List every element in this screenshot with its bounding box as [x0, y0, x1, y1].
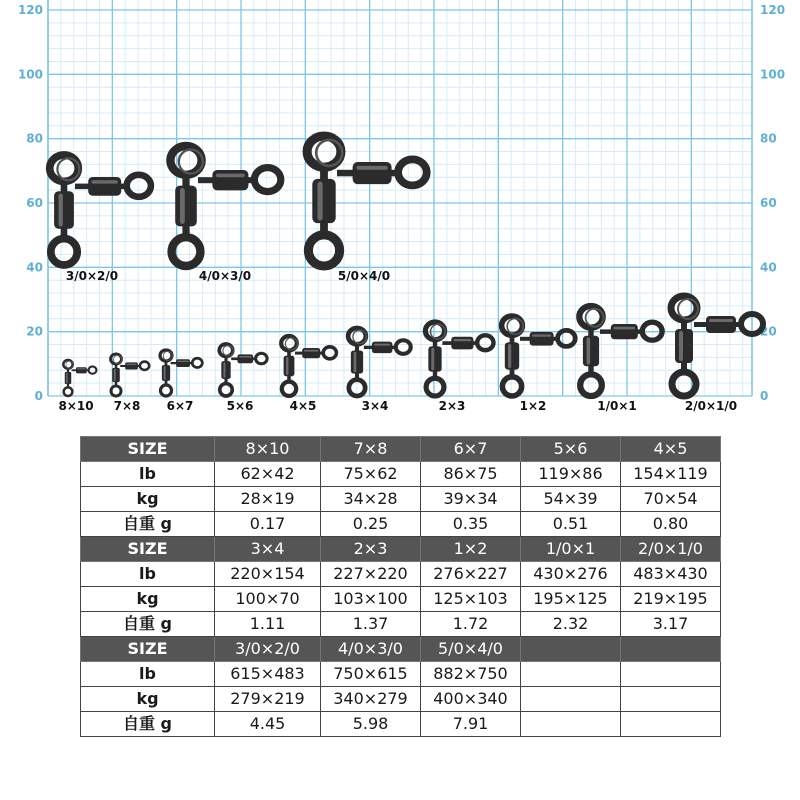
swivel-size-label: 8×10 — [58, 399, 94, 413]
table-cell: 0.25 — [321, 512, 421, 537]
swivel-size-label: 5/0×4/0 — [337, 269, 391, 283]
table-cell: 615×483 — [215, 662, 321, 687]
table-cell: 400×340 — [421, 687, 521, 712]
scale-tick-label: 0 — [760, 389, 769, 403]
kg-row-label: kg — [81, 487, 215, 512]
swivel-size-label: 1×2 — [519, 399, 547, 413]
table-cell: 5×6 — [521, 437, 621, 462]
table-cell: 34×28 — [321, 487, 421, 512]
table-cell: 276×227 — [421, 562, 521, 587]
table-cell: 62×42 — [215, 462, 321, 487]
lb-row — [81, 462, 721, 487]
weight-row-label: 自重 g — [81, 612, 215, 637]
table-cell — [621, 712, 721, 737]
size-row — [81, 637, 721, 662]
table-cell: 5/0×4/0 — [421, 637, 521, 662]
table-cell: 340×279 — [321, 687, 421, 712]
table-cell: 100×70 — [215, 587, 321, 612]
table-cell: 219×195 — [621, 587, 721, 612]
table-cell: 220×154 — [215, 562, 321, 587]
size-row-label: SIZE — [81, 437, 215, 462]
scale-tick-label: 20 — [26, 324, 43, 339]
lb-row-label: lb — [81, 662, 215, 687]
table-cell: 75×62 — [321, 462, 421, 487]
table-cell: 1.11 — [215, 612, 321, 637]
table-cell: 0.51 — [521, 512, 621, 537]
table-cell — [621, 687, 721, 712]
swivel-size-label: 2/0×1/0 — [684, 399, 738, 413]
table-cell: 1.72 — [421, 612, 521, 637]
scale-tick-label: 40 — [760, 260, 777, 275]
kg-row — [81, 687, 721, 712]
table-cell: 119×86 — [521, 462, 621, 487]
size-row — [81, 537, 721, 562]
table-cell: 4×5 — [621, 437, 721, 462]
table-cell: 70×54 — [621, 487, 721, 512]
scale-tick-label: 100 — [17, 67, 43, 82]
scale-tick-label: 60 — [760, 196, 777, 210]
table-cell: 2/0×1/0 — [621, 537, 721, 562]
table-cell — [521, 662, 621, 687]
table-cell: 54×39 — [521, 487, 621, 512]
swivel-size-label: 7×8 — [113, 399, 141, 413]
table-cell: 2×3 — [321, 537, 421, 562]
scale-tick-label: 60 — [26, 196, 43, 210]
swivel-1 — [63, 360, 96, 396]
table-cell: 1×2 — [421, 537, 521, 562]
table-cell — [621, 662, 721, 687]
table-cell: 3.17 — [621, 612, 721, 637]
swivel-size-label: 1/0×1 — [597, 399, 637, 413]
table-cell: 750×615 — [321, 662, 421, 687]
lb-row — [81, 662, 721, 687]
kg-row-label: kg — [81, 687, 215, 712]
table-cell: 430×276 — [521, 562, 621, 587]
scale-tick-label: 120 — [17, 3, 43, 17]
table-cell: 2.32 — [521, 612, 621, 637]
table-cell: 28×19 — [215, 487, 321, 512]
table-cell: 154×119 — [621, 462, 721, 487]
table-cell: 1.37 — [321, 612, 421, 637]
table-cell: 4.45 — [215, 712, 321, 737]
swivel-size-label: 3/0×2/0 — [65, 269, 119, 283]
swivel-2 — [111, 354, 150, 396]
table-cell: 5.98 — [321, 712, 421, 737]
table-cell: 8×10 — [215, 437, 321, 462]
table-cell: 103×100 — [321, 587, 421, 612]
lb-row-label: lb — [81, 562, 215, 587]
table-cell: 279×219 — [215, 687, 321, 712]
swivel-size-label: 4/0×3/0 — [198, 269, 252, 283]
table-cell: 0.17 — [215, 512, 321, 537]
table-cell: 125×103 — [421, 587, 521, 612]
weight-row-label: 自重 g — [81, 712, 215, 737]
table-cell — [521, 687, 621, 712]
table-cell: 195×125 — [521, 587, 621, 612]
kg-row — [81, 587, 721, 612]
table-cell: 1/0×1 — [521, 537, 621, 562]
table-cell: 7.91 — [421, 712, 521, 737]
table-cell: 3×4 — [215, 537, 321, 562]
scale-tick-label: 0 — [34, 389, 43, 403]
table-cell: 882×750 — [421, 662, 521, 687]
lb-row — [81, 562, 721, 587]
table-cell: 227×220 — [321, 562, 421, 587]
weight-row-label: 自重 g — [81, 512, 215, 537]
size-row — [81, 437, 721, 462]
swivel-size-label: 6×7 — [166, 399, 194, 413]
table-cell: 86×75 — [421, 462, 521, 487]
swivel-size-label: 3×4 — [361, 399, 389, 413]
scale-tick-label: 80 — [26, 131, 43, 146]
table-cell — [521, 712, 621, 737]
weight-row — [81, 712, 721, 737]
left-scale — [18, 3, 43, 403]
swivel-9 — [579, 306, 662, 396]
swivel-size-label: 2×3 — [438, 399, 466, 413]
table-cell — [621, 637, 721, 662]
table-cell: 3/0×2/0 — [215, 637, 321, 662]
kg-row — [81, 487, 721, 512]
scale-tick-label: 20 — [760, 324, 777, 339]
table-cell: 483×430 — [621, 562, 721, 587]
swivel-size-label: 4×5 — [289, 399, 317, 413]
right-scale — [760, 3, 785, 403]
scale-tick-label: 100 — [760, 67, 786, 82]
table-cell: 7×8 — [321, 437, 421, 462]
scale-tick-label: 40 — [26, 260, 43, 275]
lb-row-label: lb — [81, 462, 215, 487]
size-row-label: SIZE — [81, 537, 215, 562]
table-cell: 4/0×3/0 — [321, 637, 421, 662]
weight-row — [81, 612, 721, 637]
table-cell: 39×34 — [421, 487, 521, 512]
swivel-8 — [502, 316, 576, 396]
scale-tick-label: 80 — [760, 131, 777, 146]
table-cell: 0.80 — [621, 512, 721, 537]
scale-tick-label: 120 — [760, 3, 786, 17]
table-cell: 0.35 — [421, 512, 521, 537]
kg-row-label: kg — [81, 587, 215, 612]
spec-table — [80, 436, 721, 737]
swivel-11 — [50, 155, 151, 265]
size-row-label: SIZE — [81, 637, 215, 662]
table-cell: 6×7 — [421, 437, 521, 462]
swivel-size-label: 5×6 — [226, 399, 254, 413]
weight-row — [81, 512, 721, 537]
swivel-6 — [348, 328, 411, 396]
table-cell — [521, 637, 621, 662]
